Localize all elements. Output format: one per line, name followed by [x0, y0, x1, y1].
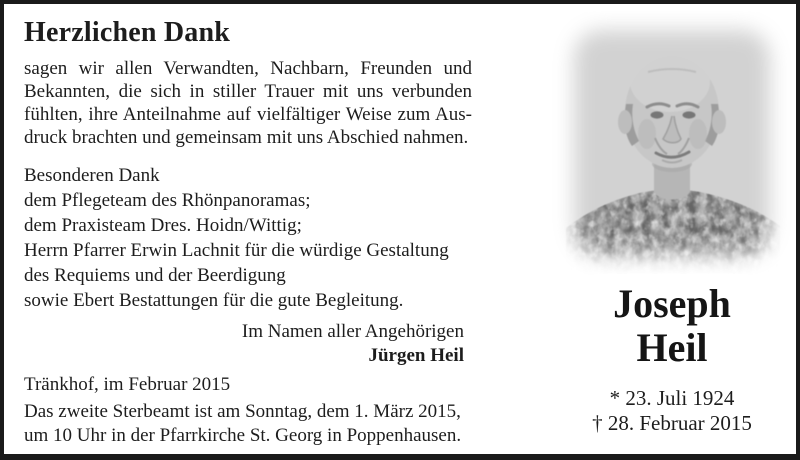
deceased-last-name: Heil	[636, 325, 708, 370]
thanks-line: des Requiems und der Beerdigung	[24, 265, 286, 286]
intro-line: sagen wir allen Verwandten, Nachbarn, Freunden und	[24, 58, 472, 79]
signature-name: Jürgen Heil	[368, 345, 464, 366]
deceased-name	[552, 282, 792, 370]
closing-block	[24, 320, 472, 368]
intro-paragraph	[24, 57, 472, 149]
in-name-of-line: Im Namen aller Angehörigen	[241, 321, 464, 342]
portrait-artwork	[552, 12, 792, 274]
special-thanks-list	[24, 163, 472, 313]
deceased-first-name: Joseph	[613, 281, 731, 326]
birth-date-line: * 23. Juli 1924	[609, 386, 735, 410]
intro-line: druck brachten und gemeinsam mit uns Abschied nahmen.	[24, 127, 469, 148]
thanks-line: sowie Ebert Bestattungen für die gute Begleitung.	[24, 290, 404, 311]
thanks-line: dem Pflegeteam des Rhönpanoramas;	[24, 190, 311, 211]
notice-title: Herzlichen Dank	[24, 17, 230, 48]
thanks-line: Besonderen Dank	[24, 165, 160, 186]
notice-text-column	[24, 16, 472, 448]
thanks-line: Herrn Pfarrer Erwin Lachnit für die würdige Gestaltung	[24, 240, 449, 261]
memorial-service-info	[24, 400, 472, 448]
deceased-portrait-photo	[552, 12, 792, 274]
death-date-line: † 28. Februar 2015	[592, 411, 752, 435]
thanks-line: dem Praxisteam Dres. Hoidn/Wittig;	[24, 215, 302, 236]
intro-line: fühlten, ihre Anteilnahme auf vielfältiger Weise zum Aus-	[24, 104, 472, 125]
intro-line: Bekannten, die sich in stiller Trauer mit uns verbunden	[24, 81, 472, 102]
life-dates	[552, 386, 792, 436]
service-line: um 10 Uhr in der Pfarrkirche St. Georg in Poppenhausen.	[24, 425, 462, 446]
place-date-line: Tränkhof, im Februar 2015	[24, 374, 231, 395]
memorial-column	[552, 12, 792, 436]
service-line: Das zweite Sterbeamt ist am Sonntag, dem 1. März 2015,	[24, 401, 461, 422]
